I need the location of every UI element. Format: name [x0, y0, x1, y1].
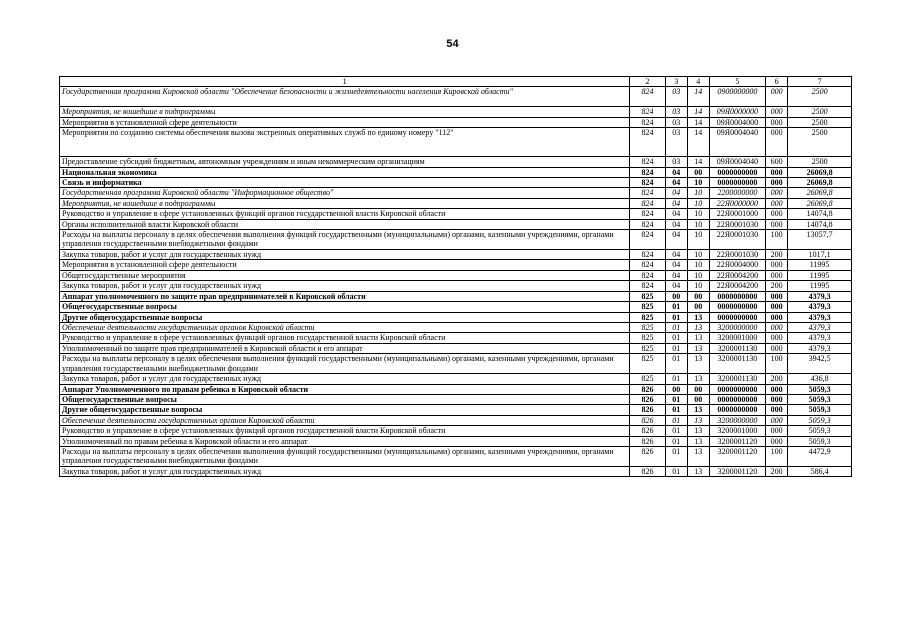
grbs-code-cell: 824: [630, 219, 666, 229]
grbs-code-cell: 824: [630, 167, 666, 177]
target-article-cell: 3200001000: [709, 333, 765, 343]
table-row: [60, 415, 852, 425]
header-cell: 4: [687, 77, 709, 87]
grbs-code-cell: 824: [630, 281, 666, 291]
section-code-cell: 00: [665, 384, 687, 394]
table-row: [60, 354, 852, 374]
expense-type-cell: 000: [766, 436, 788, 446]
table-row: [60, 343, 852, 353]
section-code-cell: 04: [665, 250, 687, 260]
grbs-code-cell: 824: [630, 117, 666, 127]
section-code-cell: 01: [665, 374, 687, 384]
amount-cell: 1017,1: [788, 250, 852, 260]
table-row: [60, 426, 852, 436]
grbs-code-cell: 824: [630, 230, 666, 250]
target-article-cell: 0000000000: [709, 167, 765, 177]
header-cell: 6: [766, 77, 788, 87]
amount-cell: 26069,8: [788, 188, 852, 198]
expense-type-cell: 000: [766, 302, 788, 312]
item-name-cell: Аппарат Уполномоченного по правам ребенка в Кировской области: [60, 384, 630, 394]
target-article-cell: 3200001130: [709, 354, 765, 374]
subsection-code-cell: 14: [687, 128, 709, 157]
expense-type-cell: 200: [766, 281, 788, 291]
item-name-cell: Расходы на выплаты персоналу в целях обеспечения выполнения функций государственными (муниципальными) органами, казенными учреждениями, органами управления государственными внебюджетными фондами: [60, 230, 630, 250]
section-code-cell: 01: [665, 322, 687, 332]
grbs-code-cell: 824: [630, 178, 666, 188]
table-row: [60, 198, 852, 208]
subsection-code-cell: 10: [687, 281, 709, 291]
subsection-code-cell: 13: [687, 446, 709, 466]
grbs-code-cell: 824: [630, 198, 666, 208]
target-article-cell: 0000000000: [709, 302, 765, 312]
target-article-cell: 22Я0001030: [709, 230, 765, 250]
header-cell: 1: [60, 77, 630, 87]
subsection-code-cell: 10: [687, 250, 709, 260]
expense-type-cell: 000: [766, 291, 788, 301]
grbs-code-cell: 825: [630, 302, 666, 312]
section-code-cell: 03: [665, 128, 687, 157]
item-name-cell: Руководство и управление в сфере установленных функций органов государственной власти Кировской области: [60, 333, 630, 343]
item-name-cell: Аппарат уполномоченного по защите прав предпринимателей в Кировской области: [60, 291, 630, 301]
target-article-cell: 3200001130: [709, 343, 765, 353]
expense-type-cell: 000: [766, 270, 788, 280]
grbs-code-cell: 826: [630, 384, 666, 394]
table-row: [60, 384, 852, 394]
section-code-cell: 01: [665, 343, 687, 353]
expense-type-cell: 200: [766, 374, 788, 384]
table-row: [60, 260, 852, 270]
grbs-code-cell: 826: [630, 415, 666, 425]
amount-cell: 4379,3: [788, 291, 852, 301]
amount-cell: 4379,3: [788, 333, 852, 343]
item-name-cell: Связь и информатика: [60, 178, 630, 188]
amount-cell: 14074,8: [788, 209, 852, 219]
expense-type-cell: 000: [766, 426, 788, 436]
amount-cell: 4379,3: [788, 322, 852, 332]
grbs-code-cell: 825: [630, 374, 666, 384]
item-name-cell: Государственная программа Кировской области "Информационное общество": [60, 188, 630, 198]
table-row: [60, 219, 852, 229]
amount-cell: 4379,3: [788, 302, 852, 312]
table-row: [60, 302, 852, 312]
expense-type-cell: 000: [766, 178, 788, 188]
expense-type-cell: 000: [766, 167, 788, 177]
item-name-cell: Органы исполнительной власти Кировской области: [60, 219, 630, 229]
grbs-code-cell: 824: [630, 87, 666, 107]
amount-cell: 2500: [788, 117, 852, 127]
subsection-code-cell: 10: [687, 230, 709, 250]
grbs-code-cell: 824: [630, 128, 666, 157]
section-code-cell: 04: [665, 198, 687, 208]
item-name-cell: Предоставление субсидий бюджетным, автономным учреждениям и иным некоммерческим организациям: [60, 157, 630, 167]
expense-type-cell: 000: [766, 343, 788, 353]
header-cell: 2: [630, 77, 666, 87]
table-row: [60, 394, 852, 404]
table-row: [60, 270, 852, 280]
amount-cell: 586,4: [788, 466, 852, 476]
grbs-code-cell: 825: [630, 291, 666, 301]
table-row: [60, 188, 852, 198]
subsection-code-cell: 14: [687, 87, 709, 107]
section-code-cell: 01: [665, 354, 687, 374]
amount-cell: 436,8: [788, 374, 852, 384]
target-article-cell: 22Я0001030: [709, 219, 765, 229]
table-row: [60, 322, 852, 332]
budget-table: [59, 76, 852, 477]
expense-type-cell: 100: [766, 230, 788, 250]
item-name-cell: Национальная экономика: [60, 167, 630, 177]
table-row: [60, 107, 852, 117]
grbs-code-cell: 824: [630, 157, 666, 167]
section-code-cell: 04: [665, 270, 687, 280]
section-code-cell: 03: [665, 107, 687, 117]
subsection-code-cell: 13: [687, 415, 709, 425]
table-row: [60, 446, 852, 466]
target-article-cell: 22Я0001030: [709, 250, 765, 260]
amount-cell: 2500: [788, 107, 852, 117]
target-article-cell: 3200000000: [709, 415, 765, 425]
expense-type-cell: 000: [766, 198, 788, 208]
grbs-code-cell: 825: [630, 333, 666, 343]
target-article-cell: 22Я0001000: [709, 209, 765, 219]
amount-cell: 11995: [788, 270, 852, 280]
section-code-cell: 00: [665, 291, 687, 301]
table-row: [60, 87, 852, 107]
section-code-cell: 03: [665, 87, 687, 107]
amount-cell: 3942,5: [788, 354, 852, 374]
table-row: [60, 466, 852, 476]
expense-type-cell: 000: [766, 312, 788, 322]
subsection-code-cell: 14: [687, 117, 709, 127]
item-name-cell: Мероприятия в установленной сфере деятельности: [60, 260, 630, 270]
expense-type-cell: 000: [766, 333, 788, 343]
item-name-cell: Закупка товаров, работ и услуг для государственных нужд: [60, 466, 630, 476]
amount-cell: 5059,3: [788, 405, 852, 415]
target-article-cell: 22Я0000000: [709, 198, 765, 208]
amount-cell: 11995: [788, 281, 852, 291]
target-article-cell: 0000000000: [709, 384, 765, 394]
table-row: [60, 436, 852, 446]
amount-cell: 5059,3: [788, 426, 852, 436]
subsection-code-cell: 13: [687, 333, 709, 343]
header-cell: 3: [665, 77, 687, 87]
grbs-code-cell: 825: [630, 354, 666, 374]
target-article-cell: 0000000000: [709, 405, 765, 415]
section-code-cell: 04: [665, 178, 687, 188]
target-article-cell: 0000000000: [709, 178, 765, 188]
subsection-code-cell: 13: [687, 374, 709, 384]
table-row: [60, 281, 852, 291]
target-article-cell: 22Я0004200: [709, 270, 765, 280]
grbs-code-cell: 825: [630, 343, 666, 353]
expense-type-cell: 000: [766, 209, 788, 219]
expense-type-cell: 000: [766, 107, 788, 117]
amount-cell: 13057,7: [788, 230, 852, 250]
amount-cell: 5059,3: [788, 436, 852, 446]
expense-type-cell: 200: [766, 250, 788, 260]
subsection-code-cell: 10: [687, 219, 709, 229]
table-row: [60, 291, 852, 301]
target-article-cell: 3200001120: [709, 446, 765, 466]
target-article-cell: 09Я0004040: [709, 157, 765, 167]
item-name-cell: Закупка товаров, работ и услуг для государственных нужд: [60, 374, 630, 384]
section-code-cell: 01: [665, 446, 687, 466]
table-row: [60, 178, 852, 188]
item-name-cell: Расходы на выплаты персоналу в целях обеспечения выполнения функций государственными (муниципальными) органами, казенными учреждениями, органами управления государственными внебюджетными фондами: [60, 354, 630, 374]
expense-type-cell: 000: [766, 394, 788, 404]
subsection-code-cell: 00: [687, 394, 709, 404]
table-row: [60, 209, 852, 219]
item-name-cell: Мероприятия, не вошедшие в подпрограммы: [60, 107, 630, 117]
header-cell: 7: [788, 77, 852, 87]
amount-cell: 11995: [788, 260, 852, 270]
subsection-code-cell: 10: [687, 198, 709, 208]
expense-type-cell: 000: [766, 128, 788, 157]
section-code-cell: 03: [665, 157, 687, 167]
expense-type-cell: 000: [766, 188, 788, 198]
subsection-code-cell: 13: [687, 436, 709, 446]
expense-type-cell: 000: [766, 384, 788, 394]
item-name-cell: Уполномоченный по защите прав предпринимателей в Кировской области и его аппарат: [60, 343, 630, 353]
item-name-cell: Руководство и управление в сфере установленных функций органов государственной власти Кировской области: [60, 426, 630, 436]
table-row: [60, 333, 852, 343]
grbs-code-cell: 825: [630, 312, 666, 322]
target-article-cell: 09Я0004040: [709, 128, 765, 157]
subsection-code-cell: 00: [687, 384, 709, 394]
grbs-code-cell: 826: [630, 405, 666, 415]
item-name-cell: Руководство и управление в сфере установленных функций органов государственной власти Кировской области: [60, 209, 630, 219]
grbs-code-cell: 825: [630, 322, 666, 332]
subsection-code-cell: 13: [687, 322, 709, 332]
grbs-code-cell: 824: [630, 250, 666, 260]
amount-cell: 14074,8: [788, 219, 852, 229]
item-name-cell: Другие общегосударственные вопросы: [60, 405, 630, 415]
section-code-cell: 04: [665, 209, 687, 219]
item-name-cell: Общегосударственные вопросы: [60, 302, 630, 312]
section-code-cell: 01: [665, 312, 687, 322]
subsection-code-cell: 13: [687, 354, 709, 374]
expense-type-cell: 100: [766, 446, 788, 466]
item-name-cell: Общегосударственные вопросы: [60, 394, 630, 404]
item-name-cell: Другие общегосударственные вопросы: [60, 312, 630, 322]
section-code-cell: 01: [665, 333, 687, 343]
target-article-cell: 0000000000: [709, 312, 765, 322]
subsection-code-cell: 13: [687, 405, 709, 415]
amount-cell: 26069,8: [788, 167, 852, 177]
section-code-cell: 04: [665, 281, 687, 291]
section-code-cell: 01: [665, 436, 687, 446]
item-name-cell: Закупка товаров, работ и услуг для государственных нужд: [60, 281, 630, 291]
target-article-cell: 0000000000: [709, 291, 765, 301]
amount-cell: 5059,3: [788, 384, 852, 394]
grbs-code-cell: 826: [630, 394, 666, 404]
item-name-cell: Мероприятия по созданию системы обеспечения вызова экстренных оперативных служб по единому номеру "112": [60, 128, 630, 157]
amount-cell: 5059,3: [788, 394, 852, 404]
expense-type-cell: 600: [766, 157, 788, 167]
grbs-code-cell: 826: [630, 436, 666, 446]
item-name-cell: Обеспечение деятельности государственных органов Кировской области: [60, 322, 630, 332]
subsection-code-cell: 10: [687, 178, 709, 188]
grbs-code-cell: 824: [630, 107, 666, 117]
item-name-cell: Закупка товаров, работ и услуг для государственных нужд: [60, 250, 630, 260]
subsection-code-cell: 00: [687, 167, 709, 177]
subsection-code-cell: 13: [687, 426, 709, 436]
section-code-cell: 04: [665, 188, 687, 198]
target-article-cell: 3200001000: [709, 426, 765, 436]
expense-type-cell: 000: [766, 219, 788, 229]
expense-type-cell: 000: [766, 405, 788, 415]
subsection-code-cell: 13: [687, 343, 709, 353]
amount-cell: 4472,9: [788, 446, 852, 466]
item-name-cell: Общегосударственные мероприятия: [60, 270, 630, 280]
amount-cell: 26069,8: [788, 198, 852, 208]
section-code-cell: 01: [665, 426, 687, 436]
target-article-cell: 22Я0004200: [709, 281, 765, 291]
section-code-cell: 01: [665, 302, 687, 312]
item-name-cell: Государственная программа Кировской области "Обеспечение безопасности и жизнедеятельности населения Кировской области": [60, 87, 630, 107]
section-code-cell: 01: [665, 466, 687, 476]
target-article-cell: 09Я0004000: [709, 117, 765, 127]
target-article-cell: 0000000000: [709, 394, 765, 404]
section-code-cell: 04: [665, 260, 687, 270]
section-code-cell: 04: [665, 167, 687, 177]
subsection-code-cell: 10: [687, 188, 709, 198]
grbs-code-cell: 824: [630, 209, 666, 219]
item-name-cell: Мероприятия в установленной сфере деятельности: [60, 117, 630, 127]
grbs-code-cell: 826: [630, 466, 666, 476]
grbs-code-cell: 824: [630, 270, 666, 280]
amount-cell: 26069,8: [788, 178, 852, 188]
amount-cell: 4379,3: [788, 343, 852, 353]
table-row: [60, 405, 852, 415]
grbs-code-cell: 824: [630, 188, 666, 198]
table-row: [60, 230, 852, 250]
target-article-cell: 3200001120: [709, 466, 765, 476]
target-article-cell: 09Я0000000: [709, 107, 765, 117]
expense-type-cell: 000: [766, 87, 788, 107]
grbs-code-cell: 826: [630, 446, 666, 466]
target-article-cell: 3200001130: [709, 374, 765, 384]
subsection-code-cell: 10: [687, 209, 709, 219]
subsection-code-cell: 14: [687, 107, 709, 117]
expense-type-cell: 200: [766, 466, 788, 476]
section-code-cell: 04: [665, 230, 687, 250]
subsection-code-cell: 13: [687, 312, 709, 322]
table-row: [60, 250, 852, 260]
table-row: [60, 374, 852, 384]
target-article-cell: 2200000000: [709, 188, 765, 198]
grbs-code-cell: 826: [630, 426, 666, 436]
table-row: [60, 167, 852, 177]
amount-cell: 4379,3: [788, 312, 852, 322]
expense-type-cell: 000: [766, 415, 788, 425]
expense-type-cell: 100: [766, 354, 788, 374]
item-name-cell: Мероприятия, не вошедшие в подпрограммы: [60, 198, 630, 208]
expense-type-cell: 000: [766, 322, 788, 332]
target-article-cell: 22Я0004000: [709, 260, 765, 270]
amount-cell: 5059,3: [788, 415, 852, 425]
amount-cell: 2500: [788, 157, 852, 167]
item-name-cell: Обеспечение деятельности государственных органов Кировской области: [60, 415, 630, 425]
grbs-code-cell: 824: [630, 260, 666, 270]
table-row: [60, 128, 852, 157]
section-code-cell: 01: [665, 405, 687, 415]
subsection-code-cell: 10: [687, 270, 709, 280]
target-article-cell: 3200001120: [709, 436, 765, 446]
target-article-cell: 3200000000: [709, 322, 765, 332]
subsection-code-cell: 00: [687, 291, 709, 301]
amount-cell: 2500: [788, 87, 852, 107]
target-article-cell: 0900000000: [709, 87, 765, 107]
column-number-header: [60, 77, 852, 87]
subsection-code-cell: 14: [687, 157, 709, 167]
item-name-cell: Уполномоченный по правам ребенка в Кировской области и его аппарат: [60, 436, 630, 446]
subsection-code-cell: 00: [687, 302, 709, 312]
subsection-code-cell: 10: [687, 260, 709, 270]
header-cell: 5: [709, 77, 765, 87]
expense-type-cell: 000: [766, 260, 788, 270]
budget-table-body: [60, 77, 852, 477]
section-code-cell: 03: [665, 117, 687, 127]
table-row: [60, 157, 852, 167]
section-code-cell: 01: [665, 415, 687, 425]
page-number: 54: [446, 38, 459, 50]
expense-type-cell: 000: [766, 117, 788, 127]
subsection-code-cell: 13: [687, 466, 709, 476]
section-code-cell: 01: [665, 394, 687, 404]
item-name-cell: Расходы на выплаты персоналу в целях обеспечения выполнения функций государственными (муниципальными) органами, казенными учреждениями, органами управления государственными внебюджетными фондами: [60, 446, 630, 466]
section-code-cell: 04: [665, 219, 687, 229]
amount-cell: 2500: [788, 128, 852, 157]
table-row: [60, 117, 852, 127]
table-row: [60, 312, 852, 322]
